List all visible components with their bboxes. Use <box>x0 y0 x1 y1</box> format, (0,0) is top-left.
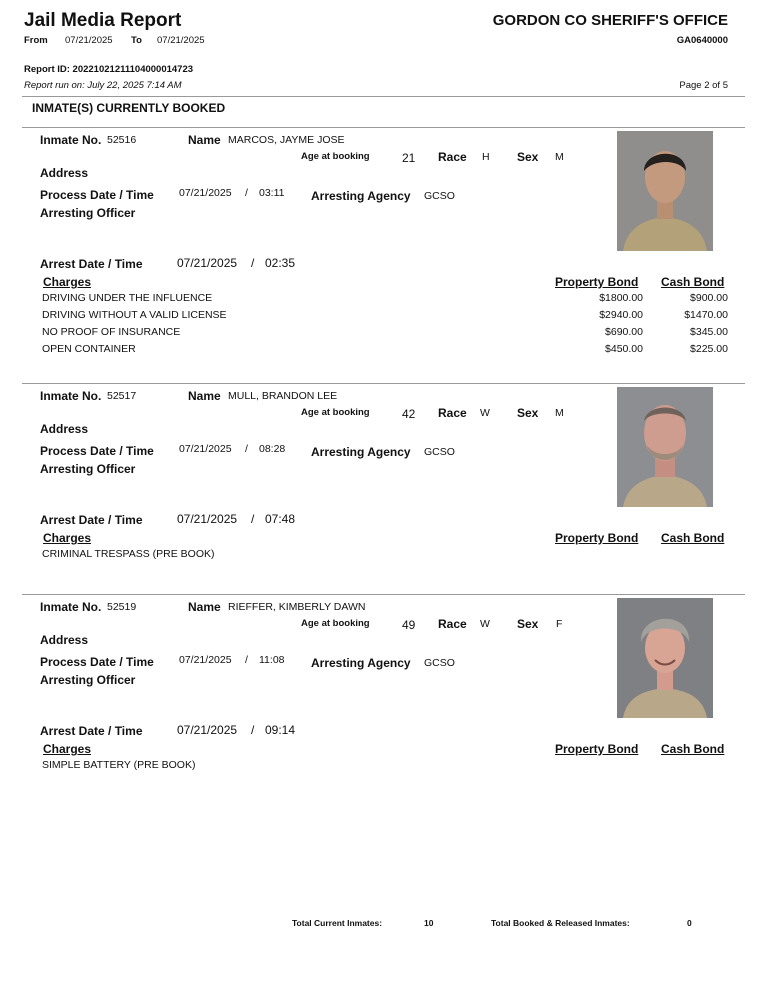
charges-header: Charges <box>43 531 92 545</box>
age-label: Age at booking <box>301 151 370 162</box>
agency-ori: GA0640000 <box>676 35 728 46</box>
total-current-label: Total Current Inmates: <box>292 918 383 928</box>
sex-value: F <box>556 618 563 630</box>
slash: / <box>251 723 255 737</box>
inmate-name: MULL, BRANDON LEE <box>228 390 338 402</box>
property-bond-amount: $690.00 <box>605 326 643 338</box>
age-label: Age at booking <box>301 407 370 418</box>
inmate-no-label: Inmate No. <box>40 389 102 403</box>
inmate-no-label: Inmate No. <box>40 133 102 147</box>
inmate-no: 52519 <box>107 601 137 613</box>
from-date: 07/21/2025 <box>65 35 113 46</box>
race-value: W <box>480 407 490 419</box>
race-value: W <box>480 618 490 630</box>
charge-description: SIMPLE BATTERY (PRE BOOK) <box>42 759 196 771</box>
cash-bond-amount: $900.00 <box>690 292 728 304</box>
cash-bond-header: Cash Bond <box>661 531 725 545</box>
cash-bond-header: Cash Bond <box>661 742 725 756</box>
slash: / <box>245 443 248 455</box>
header-divider <box>22 96 745 97</box>
to-date: 07/21/2025 <box>157 35 205 46</box>
officer-label: Arresting Officer <box>40 462 136 476</box>
age-value: 21 <box>402 151 416 165</box>
cash-bond-amount: $345.00 <box>690 326 728 338</box>
property-bond-amount: $2940.00 <box>599 309 643 321</box>
report-title: Jail Media Report <box>24 10 182 31</box>
agency-value: GCSO <box>424 190 455 202</box>
page-number: Page 2 of 5 <box>679 80 728 91</box>
process-date: 07/21/2025 <box>179 187 232 199</box>
arrest-label: Arrest Date / Time <box>40 513 143 527</box>
process-time: 08:28 <box>259 443 286 455</box>
address-label: Address <box>40 166 89 180</box>
process-date: 07/21/2025 <box>179 654 232 666</box>
agency-label: Arresting Agency <box>311 445 411 459</box>
property-bond-amount: $450.00 <box>605 343 643 355</box>
total-released-value: 0 <box>687 918 692 928</box>
agency-value: GCSO <box>424 446 455 458</box>
process-time: 11:08 <box>259 654 285 666</box>
age-value: 42 <box>402 407 416 421</box>
inmate-record <box>0 130 773 380</box>
inmate-photo <box>617 387 713 507</box>
agency-name: GORDON CO SHERIFF'S OFFICE <box>492 12 728 29</box>
arrest-label: Arrest Date / Time <box>40 724 143 738</box>
inmate-record <box>0 386 773 591</box>
inmate-no: 52516 <box>107 134 137 146</box>
mugshot-image <box>617 387 713 507</box>
arrest-date: 07/21/2025 <box>177 512 238 526</box>
property-bond-amount: $1800.00 <box>599 292 643 304</box>
officer-label: Arresting Officer <box>40 673 136 687</box>
arrest-date: 07/21/2025 <box>177 723 238 737</box>
process-label: Process Date / Time <box>40 188 154 202</box>
sex-label: Sex <box>517 617 539 631</box>
charge-description: DRIVING WITHOUT A VALID LICENSE <box>42 309 227 321</box>
inmate-photo <box>617 131 713 251</box>
section-title: INMATE(S) CURRENTLY BOOKED <box>32 101 226 115</box>
name-label: Name <box>188 133 221 147</box>
slash: / <box>245 187 248 199</box>
total-current-value: 10 <box>424 918 434 928</box>
charge-description: DRIVING UNDER THE INFLUENCE <box>42 292 213 304</box>
name-label: Name <box>188 389 221 403</box>
inmate-name: MARCOS, JAYME JOSE <box>228 134 345 146</box>
cash-bond-amount: $225.00 <box>690 343 728 355</box>
arrest-date: 07/21/2025 <box>177 256 238 270</box>
inmate-name: RIEFFER, KIMBERLY DAWN <box>228 601 366 613</box>
cash-bond-header: Cash Bond <box>661 275 725 289</box>
property-bond-header: Property Bond <box>555 742 639 756</box>
race-label: Race <box>438 617 467 631</box>
officer-label: Arresting Officer <box>40 206 136 220</box>
agency-label: Arresting Agency <box>311 189 411 203</box>
property-bond-header: Property Bond <box>555 275 639 289</box>
arrest-time: 09:14 <box>265 723 296 737</box>
process-label: Process Date / Time <box>40 444 154 458</box>
age-label: Age at booking <box>301 618 370 629</box>
inmate-no-label: Inmate No. <box>40 600 102 614</box>
record-divider <box>22 383 745 384</box>
inmate-no: 52517 <box>107 390 137 402</box>
agency-label: Arresting Agency <box>311 656 411 670</box>
mugshot-image <box>617 598 713 718</box>
charge-description: NO PROOF OF INSURANCE <box>42 326 181 338</box>
cash-bond-amount: $1470.00 <box>684 309 728 321</box>
section-divider <box>22 127 745 128</box>
sex-label: Sex <box>517 150 539 164</box>
address-label: Address <box>40 422 89 436</box>
report-id: Report ID: 20221021211104000014723 <box>24 64 194 75</box>
process-time: 03:11 <box>259 187 285 199</box>
sex-value: M <box>555 151 564 163</box>
sex-label: Sex <box>517 406 539 420</box>
agency-value: GCSO <box>424 657 455 669</box>
charges-header: Charges <box>43 275 92 289</box>
inmate-record <box>0 597 773 797</box>
sex-value: M <box>555 407 564 419</box>
charges-header: Charges <box>43 742 92 756</box>
charge-description: CRIMINAL TRESPASS (PRE BOOK) <box>42 548 215 560</box>
race-value: H <box>482 151 490 163</box>
total-released-label: Total Booked & Released Inmates: <box>491 918 630 928</box>
record-divider <box>22 594 745 595</box>
mugshot-image <box>617 131 713 251</box>
to-label: To <box>131 35 142 46</box>
address-label: Address <box>40 633 89 647</box>
age-value: 49 <box>402 618 416 632</box>
arrest-time: 07:48 <box>265 512 296 526</box>
report-run-on: Report run on: July 22, 2025 7:14 AM <box>24 80 182 91</box>
from-label: From <box>24 35 48 46</box>
slash: / <box>251 256 255 270</box>
slash: / <box>245 654 248 666</box>
inmate-photo <box>617 598 713 718</box>
race-label: Race <box>438 150 467 164</box>
process-date: 07/21/2025 <box>179 443 232 455</box>
process-label: Process Date / Time <box>40 655 154 669</box>
arrest-time: 02:35 <box>265 256 296 270</box>
arrest-label: Arrest Date / Time <box>40 257 143 271</box>
name-label: Name <box>188 600 221 614</box>
slash: / <box>251 512 255 526</box>
property-bond-header: Property Bond <box>555 531 639 545</box>
charge-description: OPEN CONTAINER <box>42 343 136 355</box>
race-label: Race <box>438 406 467 420</box>
